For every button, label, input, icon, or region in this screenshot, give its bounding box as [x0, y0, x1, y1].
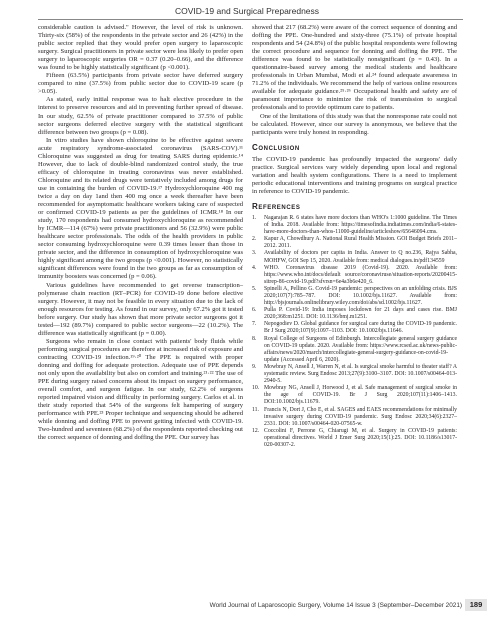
reference-item	[252, 336, 457, 364]
left-column	[38, 24, 243, 442]
reference-item	[252, 307, 457, 321]
reference-text: Nepogodiev D. Global guidance for surgical care during the COVID-19 pandemic. Br J Surg 2020;107(9):1097–1103. DOI: 10.1002/bjs.11646.	[264, 321, 457, 335]
reference-text: WHO. Coronavirus disease 2019 (Covid-19). 2020. Available from: https://www.who.int/docs/default source/coronaviruse/situation-reports/20200415-sitrep-86-covid-19.pdf?sfvrsn=6e4a3b6e420_6.	[264, 264, 457, 285]
page-number: 189	[465, 599, 487, 611]
reference-number: 1.	[252, 214, 257, 221]
reference-item	[252, 364, 457, 385]
reference-text: Nagarajan R. 6 states have more doctors than WHO's 1:1000 guideline. The Times of India. 2018. Available from: https://timesofindia.indiatimes.com/india/6-states-have-more-doctors-than-whos-11000-guideline/articleshow/65646094.cms.	[264, 214, 457, 236]
reference-item	[252, 265, 457, 286]
reference-number: 7.	[252, 321, 257, 328]
left-paragraph: In vitro studies have shown chloroquine to be effective against severe acute respiratory syndrome-associated coronavirus (SARS-COV).¹¹ Chloroquine was suggested as drug for treating SARS during epidemic.¹⁴ However, due to lack of double-blind randomized control study, the true efficacy of chloroquine in treating coronavirus was never established. Chloroquine and its related drugs were tentatively included among drugs for use in containing the burden of COVID-19.¹⁷ Hydroxychloroquine 400 mg twice a day on day 1and then 400 mg once a week thereafter have been recommended for asymptomatic healthcare workers taking care of suspected or confirmed COVID-19 patients as per the guidelines of ICMR.¹⁸ In our study, 170 respondents had consumed hydroxychloroquine as recommended by ICMR—114 (67%) were private practitioners and 56 (32.9%) were public healthcare sector professionals. The odds of the health providers in public sector consuming hydroxychloroquine were 0.39 times lesser than those in private sector, and the difference in consumption of hydroxychloroquine was highly significant among the two groups (p <0.001). However, no statistically significant differences were found in the two groups as far as consumption of immunity boosters was concerned (p = 0.06).	[38, 136, 243, 281]
running-title: COVID-19 and Surgical Preparedness	[174, 6, 320, 16]
reference-text: Royal College of Surgeons of Edinburgh. Intercollegiate general surgery guidance on COVID-19 update. 2020. Available from: https://www.rcsed.ac.uk/news-public-affairs/news/2020/march/intercollegiate-general-surgery-guidance-on-covid-19-update (Accessed April 6, 2020).	[264, 335, 457, 363]
reference-item	[252, 236, 457, 250]
right-paragraph: One of the limitations of this study was that the nonresponse rate could not be calculated. However, since our survey is anonymous, we believe that the participants were truly honest in responding.	[252, 112, 457, 136]
reference-item	[252, 321, 457, 335]
conclusion-heading: Conclusion	[252, 142, 300, 152]
reference-item	[252, 385, 457, 406]
reference-text: Francis N, Dort J, Cho E, et al. SAGES and EAES recommendations for minimally invasive surgery during COVID-19 pandemic. Surg Endosc 2020;34(6):2327–2331. DOI: 10.1007/s00464-020-07565-w.	[264, 406, 457, 427]
reference-item	[252, 428, 457, 449]
reference-item	[252, 286, 457, 307]
journal-citation: World Journal of Laparoscopic Surgery, Volume 14 Issue 3 (September–December 2021)	[209, 602, 462, 609]
left-paragraph: Various guidelines have recommended to get reverse transcription–polymerase chain reaction (RT–PCR) for COVID-19 done before elective surgery. However, it may not be feasible in every situation due to the lack of enough resources for testing. As found in our survey, only 67.2% got it tested before surgery. Our study has shown that more private sector surgeons got it tested—192 (89.7%) compared to public sector surgeons—22 (10.2%). The difference was statistically significant (p = 0.00).	[38, 281, 243, 337]
left-paragraph: Surgeons who remain in close contact with patients' body fluids while performing surgical procedures are therefore at increased risk of exposure and contracting COVID-19 infection.¹⁹·²⁰ The PPE is required with proper donning and doffing for adequate protection. Adequate use of PPE depends not only upon the availability but also on comfort and training.²¹·²² The use of PPE during surgery raised concerns about its impact on surgery performance, overall comfort, and surgeon fatigue. In our study, 62.2% of surgeons reported impaired vision and difficulty in performing surgery. Carlos et al. in their study reported that 54% of the surgeons felt hampering of surgery performance with PPE.²³ Proper technique and sequencing should be adhered while donning and doffing PPE to prevent getting infected with COVID-19. Two-hundred and seventeen (68.2%) of the respondents reported checking out the correct sequence of donning and doffing the PPE. Our survey has	[38, 337, 243, 442]
reference-number: 12.	[252, 427, 260, 434]
reference-number: 6.	[252, 307, 257, 314]
reference-item	[252, 250, 457, 264]
reference-item	[252, 215, 457, 236]
reference-number: 9.	[252, 363, 257, 370]
reference-number: 11.	[252, 406, 259, 413]
reference-text: Pulla P. Covid-19: India imposes lockdown for 21 days and cases rise. BMJ 2020;368:m1251. DOI: 10.1136/bmj.m1251.	[264, 307, 457, 321]
reference-number: 3.	[252, 250, 257, 257]
reference-text: Mowbray NG, Ansell J, Horwood J, et al. Safe management of surgical smoke in the age of COVID-19. Br J Surg 2020;107(11):1406–1413. DOI:10.1002/bjs.11679.	[264, 385, 457, 406]
reference-number: 4.	[252, 264, 257, 271]
reference-text: Mowbray N, Ansell J, Warren N, et al. Is surgical smoke harmful to theater staff? A systematic review. Surg Endosc 2013;27(9):3100–3107. DOI: 10.1007/s00464-013-2940-5.	[264, 363, 457, 385]
reference-number: 5.	[252, 285, 257, 292]
reference-number: 8.	[252, 335, 257, 342]
left-paragraph: considerable caution is advised." However, the level of risk is unknown. Thirty-six (58%) of the respondents in the private sector and 26 (42%) in the public sector replied that they would prefer open surgery to laparoscopic surgery. Surgical practitioners in private sector were less likely to prefer open surgery to laparoscopic surgeries OR = 0.37 (0.20–0.66), and the difference was found to be highly statistically significant (p <0.001).	[38, 24, 243, 72]
reference-number: 10.	[252, 385, 260, 392]
reference-text: Coccolini F, Perrone G, Chiarugi M, et al. Surgery in COVID-19 patients: operational directives. World J Emer Surg 2020;15(1):25. DOI: 10.1186/s13017-020-00307-2.	[264, 427, 457, 448]
references-list	[252, 215, 457, 449]
right-column	[252, 24, 457, 449]
left-paragraph: As stated, early initial response was to halt elective procedure in the interest to preserve resources and aid in preventing further spread of disease. In our study, 62.5% of private practitioner compared to 37.5% of public sector surgeons deferred elective surgery with the statistical significant difference between two groups (p = 0.08).	[38, 96, 243, 136]
reference-text: Availability of doctors per capita in India. Answer to Q no.236, Rajya Sabha, MOHFW, GOI Sep 15, 2020. Available from: medical dialogues.in/pdf134559	[264, 250, 457, 264]
right-paragraph: showed that 217 (68.2%) were aware of the correct sequence of donning and doffing the PPE. One-hundred and sixty-three (75.1%) of private hospital respondents and 54 (24.8%) of the public hospital respondents were following the correct procedure and sequence for donning and doffing the PPE. The difference was found to be statistically nonsignificant (p = 0.43). In a questionnaire-based survey among the medical students and healthcare professionals in Urban Mumbai, Modi et al.²⁴ found adequate awareness in 71.2% of the individuals. We recommend the help of various online resources available for adequate guidance.²⁵·²⁶ Occupational health and safety are of paramount importance to minimize the risk of transmission to surgical professionals and to provide optimum care to patients.	[252, 24, 457, 112]
header-rule	[38, 19, 463, 20]
reference-number: 2.	[252, 236, 257, 243]
references-heading: References	[252, 201, 301, 211]
reference-text: Spinelli A, Pellino G. Covid-19 pandemic: perspectives on an unfolding crisis. BJS 2020;107(7):785–787. DOI: 10.1002/bjs.11627. Available from: http://bjsjournals.onlinelibrary.wiley.com/doi/abs/sd.1002/bjs.11627.	[264, 285, 457, 307]
conclusion-text: The COVID-19 pandemic has profoundly impacted the surgeons' daily practice. Surgical services vary widely depending upon local and regional variation and health system configurations. There is a need to implement periodic educational interventions and training programs on surgical practice in reference to COVID-19 pandemic.	[252, 155, 457, 195]
reference-item	[252, 407, 457, 428]
left-paragraph: Fifteen (63.5%) participants from private sector have deferred surgery compared to nine (37.5%) from public sector due to COVID-19 scare (p >0.05).	[38, 72, 243, 96]
reference-text: Kapur A, Chowdhury A. National Rural Health Mission. GOI Budget Briefs 2011–2012. 2011.	[264, 236, 457, 250]
